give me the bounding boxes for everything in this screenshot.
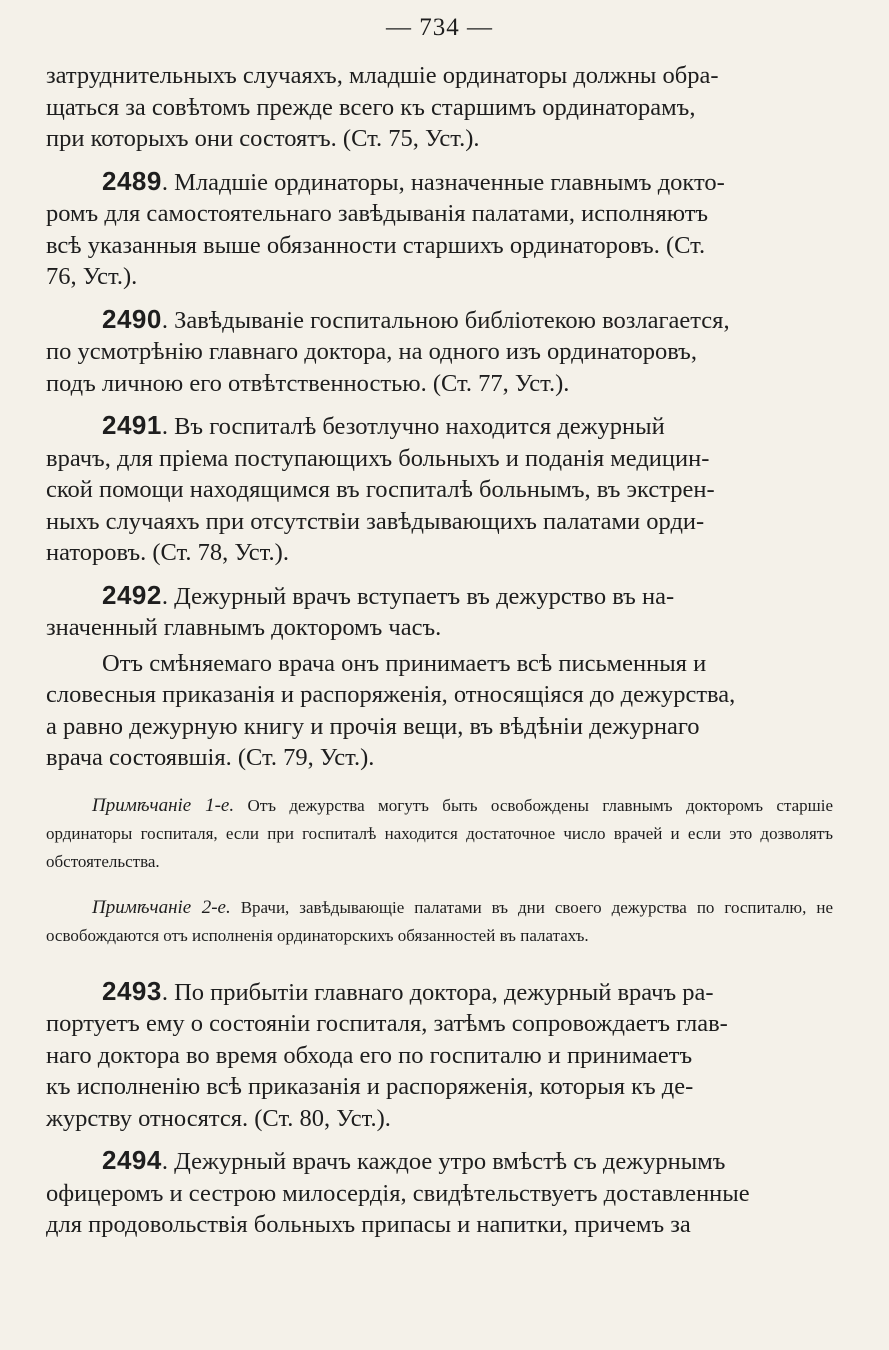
text-line: наго доктора во время обхода его по госпиталю и принимаетъ (46, 1041, 693, 1069)
text-line: . Дежурный врачъ каждое утро вмѣстѣ съ дежурнымъ (161, 1148, 726, 1175)
text-line: для продовольствія больныхъ припасы и напитки, причемъ за (46, 1211, 691, 1238)
article-number: 2493 (102, 975, 162, 1006)
text-line: при которыхъ они состоятъ. (Ст. 75, Уст.). (46, 125, 480, 152)
note-label: Примѣчаніе 1-е. (92, 794, 235, 816)
article-2493 (46, 976, 833, 1135)
text-line: ныхъ случаяхъ при отсутствіи завѣдывающихъ палатами орди- (46, 507, 705, 535)
article-2494 (46, 1145, 833, 1241)
article-number: 2492 (102, 579, 162, 610)
article-2490 (46, 304, 833, 400)
text-line: . Младшіе ординаторы, назначенные главнымъ докто- (161, 168, 725, 196)
paragraph-continuation (46, 60, 833, 155)
text-line: всѣ указанныя выше обязанности старшихъ ординаторовъ. (Ст. (46, 231, 706, 259)
text-line: подъ личною его отвѣтственностью. (Ст. 77, Уст.). (46, 369, 570, 397)
article-2492 (46, 580, 833, 644)
text-line: а равно дежурную книгу и прочія вещи, въ вѣдѣніи дежурнаго (46, 712, 700, 740)
text-line: словесныя приказанія и распоряженія, относящіяся до дежурства, (46, 681, 736, 708)
article-number: 2489 (102, 165, 162, 196)
text-line: портуетъ ему о состояніи госпиталя, затѣмъ сопровождаетъ глав- (46, 1010, 728, 1037)
article-number: 2490 (102, 303, 162, 334)
page-number: — 734 — (386, 14, 493, 41)
text-line: . Завѣдываніе госпитальною библіотекою возлагается, (161, 306, 730, 334)
article-2489 (46, 166, 833, 293)
text-line: ской помощи находящимся въ госпиталѣ больнымъ, въ экстрен- (46, 476, 715, 503)
text-line: журству относятся. (Ст. 80, Уст.). (46, 1104, 391, 1132)
text-line: наторовъ. (Ст. 78, Уст.). (46, 539, 289, 566)
text-line: значенный главнымъ докторомъ часъ. (46, 614, 442, 641)
article-number: 2494 (102, 1145, 162, 1175)
text-line: врачъ, для пріема поступающихъ больныхъ и поданія медицин- (46, 444, 710, 472)
text-line: щаться за совѣтомъ прежде всего къ старшимъ ординаторамъ, (46, 93, 696, 121)
text-line: офицеромъ и сестрою милосердія, свидѣтельствуетъ доставленные (46, 1179, 750, 1207)
text-line: Отъ смѣняемаго врача онъ принимаетъ всѣ письменныя и (102, 649, 707, 677)
note-1 (46, 792, 833, 876)
text-line: врача состоявшія. (Ст. 79, Уст.). (46, 744, 375, 771)
note-label: Примѣчаніе 2-е. (92, 896, 231, 918)
text-line: . По прибытіи главнаго доктора, дежурный врачъ ра- (161, 978, 714, 1006)
article-2492-continued (46, 648, 833, 774)
note-text: Врачи, завѣдывающіе палатами въ дни своего дежурства по госпиталю, не освобождаются отъ исполненія ординаторскихъ обязанностей въ палатахъ. (46, 897, 834, 945)
note-2 (46, 894, 833, 950)
text-line: къ исполненію всѣ приказанія и распоряженія, которыя къ де- (46, 1073, 694, 1100)
text-line: по усмотрѣнію главнаго доктора, на одного изъ ординаторовъ, (46, 338, 697, 365)
text-line: затруднительныхъ случаяхъ, младшіе ординаторы должны обра- (46, 62, 719, 89)
article-2491 (46, 410, 833, 569)
text-line: . Дежурный врачъ вступаетъ въ дежурство въ на- (161, 582, 675, 610)
text-line: 76, Уст.). (46, 263, 138, 290)
note-text: Отъ дежурства могутъ быть освобождены главнымъ докторомъ старшіе ординаторы госпиталя, если при госпиталѣ находится достаточное число врачей и если это дозволятъ обстоятельства. (46, 795, 834, 871)
text-line: . Въ госпиталѣ безотлучно находится дежурный (161, 413, 665, 440)
article-number: 2491 (102, 410, 162, 440)
text-line: ромъ для самостоятельнаго завѣдыванія палатами, исполняютъ (46, 200, 709, 227)
